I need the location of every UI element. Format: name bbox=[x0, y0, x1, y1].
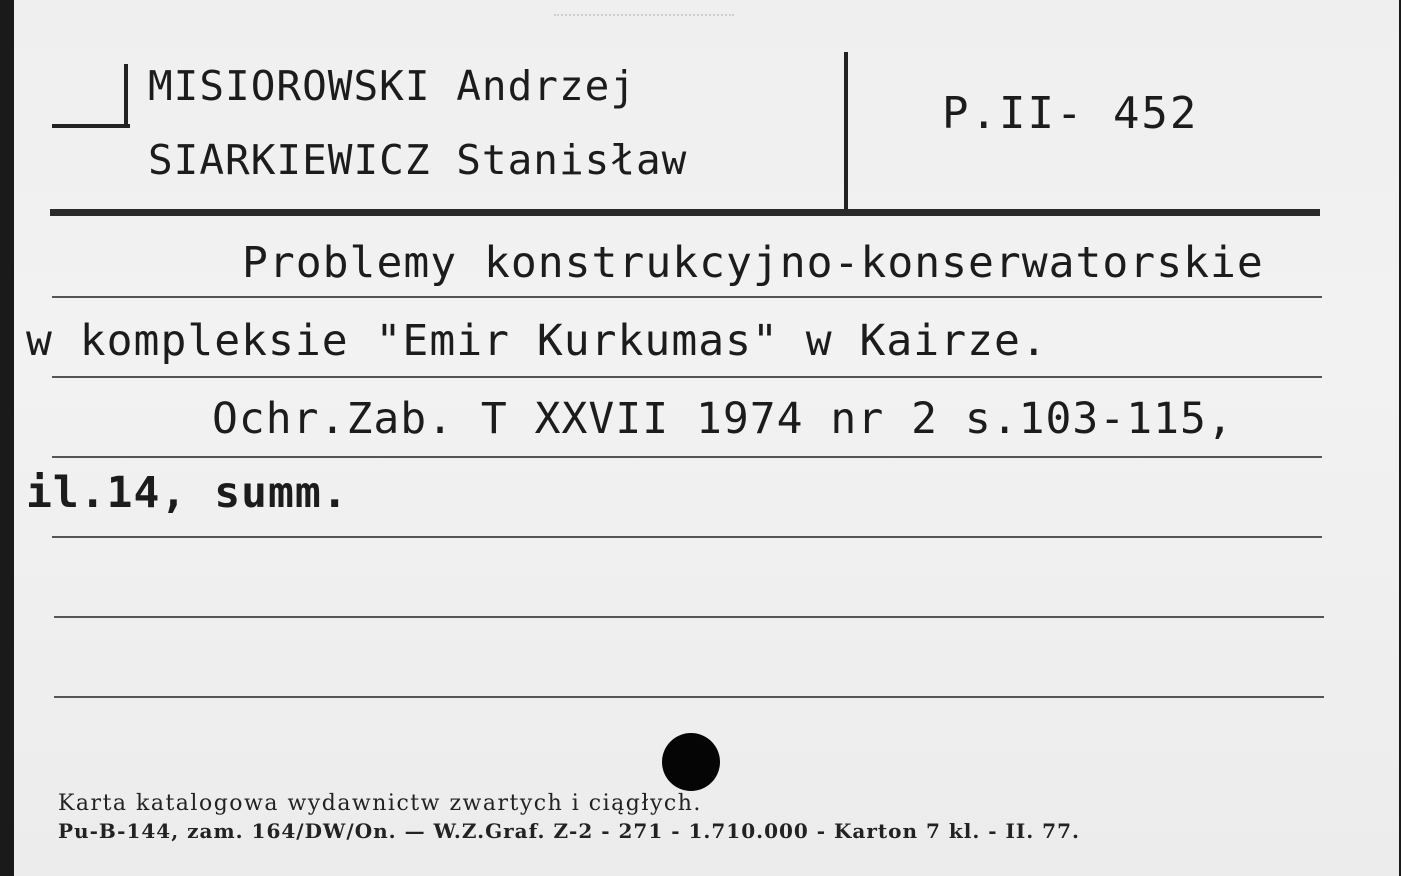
author-2: SIARKIEWICZ Stanisław bbox=[148, 136, 688, 184]
header-divider bbox=[844, 52, 848, 210]
rule-4 bbox=[52, 536, 1322, 538]
rule-5 bbox=[54, 616, 1324, 618]
rule-1 bbox=[52, 296, 1322, 298]
marker-bar bbox=[124, 64, 128, 128]
header-rule bbox=[50, 209, 1320, 216]
footer-line-2: Pu-B-144, zam. 164/DW/On. — W.Z.Graf. Z-2 - 271 - 1.710.000 - Karton 7 kl. - II. 77. bbox=[58, 819, 1080, 843]
source-line-2: il.14, summ. bbox=[26, 468, 349, 518]
bleed-through-mark bbox=[554, 0, 734, 16]
rule-2 bbox=[52, 376, 1322, 378]
marker-underline bbox=[52, 124, 130, 128]
catalog-card bbox=[14, 0, 1399, 876]
rule-3 bbox=[52, 456, 1322, 458]
call-number: P.II- 452 bbox=[942, 88, 1199, 139]
punch-hole bbox=[662, 733, 720, 791]
footer-line-1: Karta katalogowa wydawnictw zwartych i ciągłych. bbox=[58, 791, 702, 816]
source-line-1: Ochr.Zab. T XXVII 1974 nr 2 s.103-115, bbox=[212, 394, 1234, 444]
rule-6 bbox=[54, 696, 1324, 698]
author-1: MISIOROWSKI Andrzej bbox=[148, 62, 636, 110]
title-line-1: Problemy konstrukcyjno-konserwatorskie bbox=[242, 238, 1264, 288]
title-line-2: w kompleksie "Emir Kurkumas" w Kairze. bbox=[26, 316, 1048, 366]
